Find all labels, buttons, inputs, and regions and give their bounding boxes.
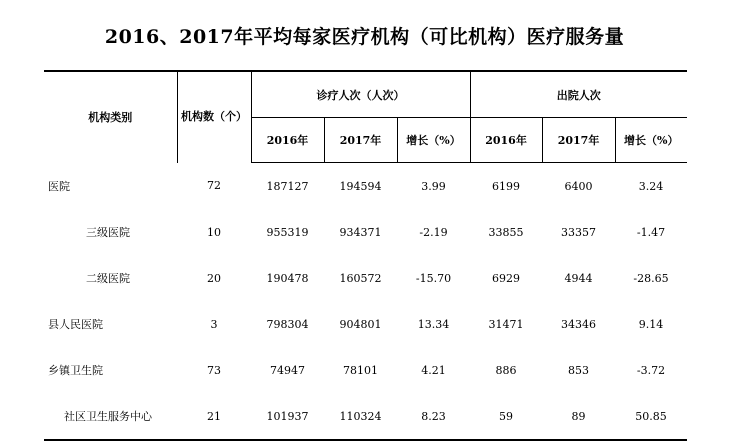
cell-dc-growth: 50.85	[615, 393, 687, 440]
cell-count: 20	[207, 271, 221, 285]
cell-op-2017: 904801	[339, 317, 382, 331]
cell-op-growth: -2.19	[419, 225, 448, 239]
cell-op-2017: 160572	[339, 271, 382, 285]
cell-dc-growth: -1.47	[636, 225, 666, 239]
cell-dc-2016: 6199	[492, 179, 521, 193]
row-label: 社区卫生服务中心	[44, 393, 177, 440]
header-discharge: 出院人次	[470, 71, 687, 118]
cell-op-2017: 78101	[343, 363, 378, 377]
cell-op-growth: 13.34	[417, 317, 450, 331]
cell-dc-2017: 853	[568, 363, 590, 377]
page-title: 2016、2017年平均每家医疗机构（可比机构）医疗服务量	[104, 26, 625, 48]
cell-dc-2017: 34346	[561, 317, 597, 331]
cell-op-growth: -15.70	[415, 271, 452, 285]
cell-op-2017: 110324	[324, 393, 397, 440]
cell-dc-growth: -3.72	[636, 363, 666, 377]
header-category: 机构类别	[44, 71, 177, 163]
cell-count: 21	[177, 393, 251, 440]
header-op-2017: 2017年	[324, 118, 397, 163]
table-row	[44, 301, 687, 347]
service-volume-table	[44, 70, 687, 441]
cell-dc-2016: 886	[495, 363, 517, 377]
cell-op-2017: 934371	[339, 225, 382, 239]
row-label: 二级医院	[86, 272, 130, 285]
header-dc-2017: 2017年	[542, 118, 615, 163]
table-row	[44, 347, 687, 393]
cell-op-2016: 798304	[266, 317, 309, 331]
cell-op-2016: 955319	[266, 225, 309, 239]
cell-op-growth: 4.21	[421, 363, 446, 377]
cell-dc-2017: 89	[542, 393, 615, 440]
cell-dc-growth: 9.14	[638, 317, 664, 331]
cell-dc-2016: 33855	[488, 225, 524, 239]
cell-op-growth: 3.99	[421, 179, 446, 193]
cell-op-2016: 190478	[266, 271, 309, 285]
cell-dc-2017: 33357	[561, 225, 597, 239]
table-row	[44, 393, 687, 440]
cell-count: 10	[207, 225, 221, 239]
cell-dc-2017: 4944	[564, 271, 593, 285]
row-label: 三级医院	[86, 226, 130, 239]
cell-count: 72	[207, 179, 221, 193]
cell-dc-2017: 6400	[564, 179, 593, 193]
table-row	[44, 163, 687, 210]
header-op-growth: 增长（%）	[397, 118, 470, 163]
cell-op-2016: 74947	[270, 363, 305, 377]
cell-op-2017: 194594	[339, 179, 382, 193]
cell-dc-2016: 6929	[492, 271, 521, 285]
row-label: 乡镇卫生院	[48, 364, 103, 377]
row-label: 县人民医院	[48, 318, 103, 331]
row-label: 医院	[48, 179, 70, 193]
cell-dc-growth: -28.65	[633, 271, 669, 285]
cell-op-2016: 187127	[266, 179, 309, 193]
table-row	[44, 209, 687, 255]
header-dc-growth: 增长（%）	[615, 118, 687, 163]
header-dc-2016: 2016年	[470, 118, 542, 163]
cell-dc-2016: 31471	[488, 317, 524, 331]
table-row	[44, 255, 687, 301]
header-count: 机构数（个）	[177, 71, 251, 163]
cell-dc-2016: 59	[470, 393, 542, 440]
cell-count: 73	[207, 363, 221, 377]
cell-op-2016: 101937	[251, 393, 324, 440]
cell-count: 3	[210, 317, 218, 331]
header-outpatient: 诊疗人次（人次）	[251, 71, 470, 118]
cell-dc-growth: 3.24	[638, 179, 664, 193]
header-op-2016: 2016年	[251, 118, 324, 163]
cell-op-growth: 8.23	[397, 393, 470, 440]
